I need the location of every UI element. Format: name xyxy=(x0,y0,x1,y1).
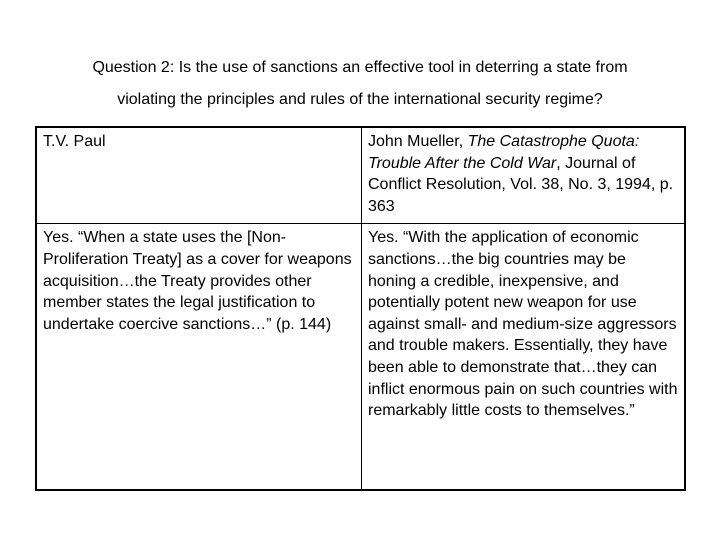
question-heading xyxy=(40,52,680,116)
source-mueller-author: John Mueller, xyxy=(368,133,468,150)
answer-mueller: Yes. “With the application of economic sanctions…the big countries may be honing a credible, inexpensive, and potentially potent new weapon for use against small- and medium-size aggressors and trouble makers. Essentially, they have been able to demonstrate that…they can inflict enormous pain on such countries with remarkably little costs to themselves.” xyxy=(368,229,678,420)
header-cell-paul xyxy=(36,127,362,224)
comparison-table xyxy=(35,126,686,491)
header-cell-mueller xyxy=(362,127,686,224)
source-mueller-title: The Catastrophe Quota: Trouble After the Cold War xyxy=(368,133,640,172)
table-header-row xyxy=(36,127,685,224)
table-body-row xyxy=(36,224,685,490)
body-cell-mueller xyxy=(362,224,686,490)
body-cell-paul xyxy=(36,224,362,490)
question-line-1: Question 2: Is the use of sanctions an effective tool in deterring a state from xyxy=(92,59,628,76)
answer-paul: Yes. “When a state uses the [Non-Proliferation Treaty] as a cover for weapons acquisition…the Treaty provides other member states the legal justification to undertake coercive sanctions…” (p. 144) xyxy=(43,229,352,333)
source-paul: T.V. Paul xyxy=(43,133,106,150)
source-mueller-citation: , Journal of Conflict Resolution, Vol. 38, No. 3, 1994, p. 363 xyxy=(368,154,674,215)
question-line-2: violating the principles and rules of the international security regime? xyxy=(117,91,603,108)
